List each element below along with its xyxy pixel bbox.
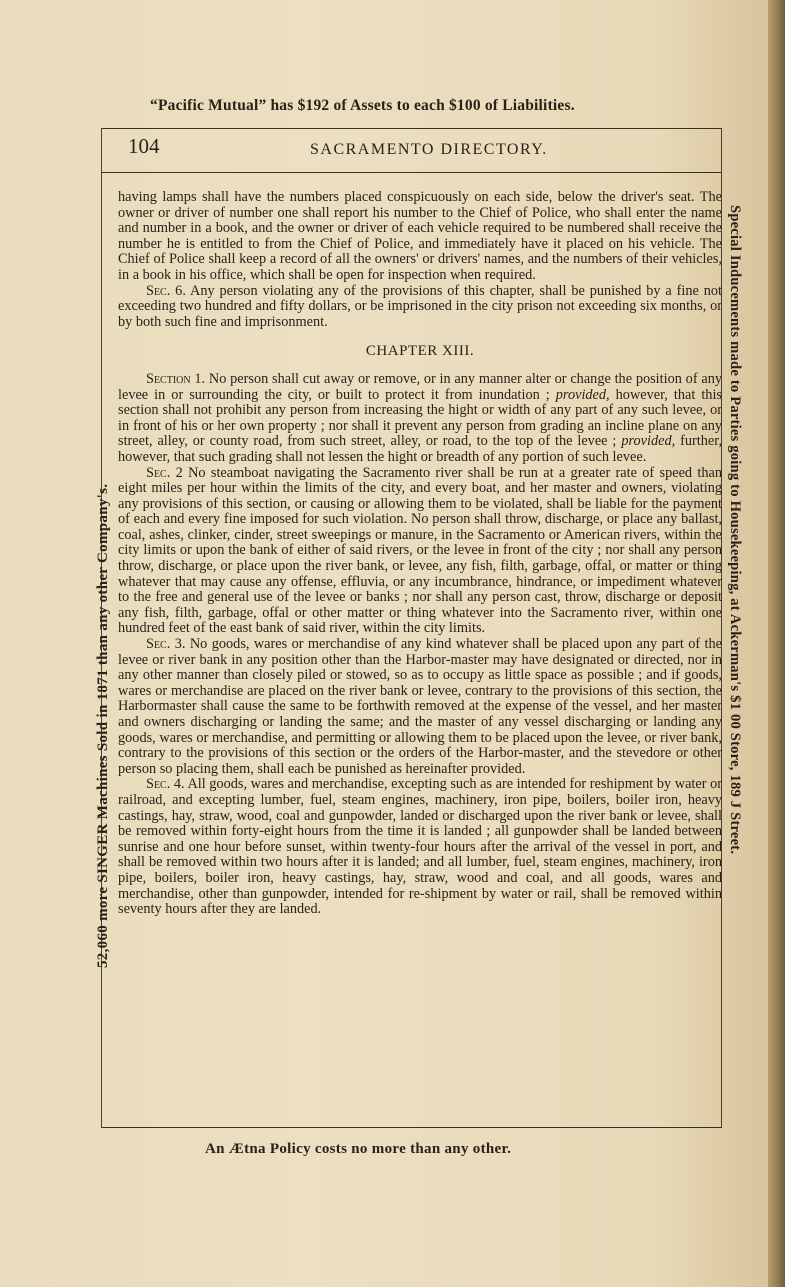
bottom-advertisement: An Ætna Policy costs no more than any other. — [205, 1141, 512, 1157]
section-1-paragraph — [118, 372, 722, 466]
section-6-label: Sec. 6. — [146, 282, 186, 299]
section-6-paragraph — [118, 284, 722, 331]
footer-rule — [102, 1127, 722, 1128]
section-1-text-b: however, that this section shall not prohibit any person from increasing the hight or width of any part of any such levee, or in front of his or her own property ; nor shall it prevent any person from grading an incline plane on any street, alley, or county road, from such street, alley, or road, to the top of the levee ; — [118, 386, 722, 450]
page-number: 104 — [128, 134, 160, 158]
section-1-italic-b: provided, — [621, 433, 676, 450]
running-title: SACRAMENTO DIRECTORY. — [310, 141, 548, 158]
top-advertisement: “Pacific Mutual” has $192 of Assets to each $100 of Liabilities. — [150, 97, 575, 114]
chapter-heading: CHAPTER XIII. — [365, 343, 475, 360]
section-2-text: No steamboat navigating the Sacramento river shall be run at a greater rate of speed than eight miles per hour within the limits of the city, and every boat, and her master and owners, violating any provisions of this section, or causing or allowing them to be violated, shall be liable for the payment of each and every fine imposed for such violation. No person shall throw, discharge, or place any ballast, coal, ashes, clinker, cinder, street sweepings or manure, in the Sacramento or American rivers, within the city limits or upon the bank of either of said rivers, or the levee in front of the city ; nor shall any person throw, discharge, or place upon the river bank, or levee, any fish, filth, garbage, offal, or matter or thing whatever that may cause any offense, effluvia, or any incumbrance, hindrance, or impediment whatever to the free and general use of the levee or banks ; nor shall any person cast, throw, discharge or deposit any fish, filth, garbage, offal or other matter or thing whatever into the Sacramento river, within one hundred feet of the east bank of said river, within the city limits. — [118, 464, 722, 637]
section-2-paragraph — [118, 466, 722, 638]
section-3-text: No goods, wares or merchandise of any kind whatever shall be placed upon any part of the levee or river bank in any position other than the Harbor-master may have designated or directed, nor in any other manner than closely piled or stowed, so as to occupy as little space as possible ; and if goods, wares or merchandise are placed on the river bank or levee, contrary to the provisions of this section, the Harbormaster shall cause the same to be forthwith removed at the expense of the vessel, and her master and owners discharging or landing the same; and the master of any vessel discharging or landing any goods, wares or merchandise, and permitting or allowing them to be placed upon the levee, or river bank, contrary to the provisions of this section or the orders of the Harbor-master, and the stevedore or other person so placing them, shall each be punished as hereinafter provided. — [118, 636, 722, 777]
header-rule-bottom — [102, 172, 722, 173]
section-1-italic-a: provided, — [555, 386, 610, 403]
section-4-paragraph — [118, 777, 722, 917]
section-1-text-a: No person shall cut away or remove, or in any manner alter or change the position of any levee in or surrounding the city, or built to protect it from inundation ; — [118, 370, 722, 403]
header-rule-top — [102, 128, 722, 129]
page-edge — [768, 0, 785, 1287]
section-4-label: Sec. 4. — [146, 776, 185, 793]
section-2-label: Sec. 2 — [146, 464, 183, 481]
section-1-label: Section 1. — [146, 370, 206, 387]
section-3-paragraph — [118, 637, 722, 777]
section-6-text: Any person violating any of the provisions of this chapter, shall be punished by a fine not exceeding two hundred and fifty dollars, or be imprisoned in the city prison not exceeding six months, or by both such fine and imprisonment. — [118, 282, 722, 330]
section-4-text: All goods, wares and merchandise, excepting such as are intended for reshipment by water or railroad, and excepting lumber, fuel, steam engines, machinery, iron pipe, boilers, boiler iron, heavy castings, hay, straw, wood, coal and gunpowder, landed or discharged upon the river bank or levee, shall be removed within forty-eight hours from the time it is landed ; all gunpowder shall be landed between sunrise and one hour before sunset, within twenty-four hours after the arrival of the vessel in port, and shall be removed within two hours after it is landed; and all lumber, fuel, steam engines, machinery, iron pipe, boilers, boiler iron, heavy castings, hay, straw, wood and coal, and all goods, wares and merchandise, other than gunpowder, intended for re-shipment by water or rail, shall be removed within seventy hours after they are landed. — [118, 776, 722, 918]
body-text — [118, 190, 722, 918]
right-margin-advertisement: Special Inducements made to Parties going to Housekeeping, at Ackerman's $1 00 Store, 189 J Street. — [727, 205, 743, 855]
left-margin-advertisement: 52,060 more SINGER Machines Sold in 1871 than any other Company's. — [95, 483, 111, 968]
section-3-label: Sec. 3. — [146, 636, 186, 653]
section-1-text-c: further, however, that such grading shall not lessen the hight or breadth of any portion of such levee. — [118, 433, 723, 465]
opening-paragraph: having lamps shall have the numbers placed conspicuously on each side, below the driver's seat. The owner or driver of number one shall report his number to the Chief of Police, who shall enter the name and number in a book, and the owner or driver of each vehicle required to be numbered shall receive the number he is entitled to from the Chief of Police, and immediately have it placed on his vehicle. The Chief of Police shall keep a record of all the owners' or drivers' names, and the numbers of their vehicles, in a book in his office, which shall be open for inspection when required. — [118, 189, 722, 283]
